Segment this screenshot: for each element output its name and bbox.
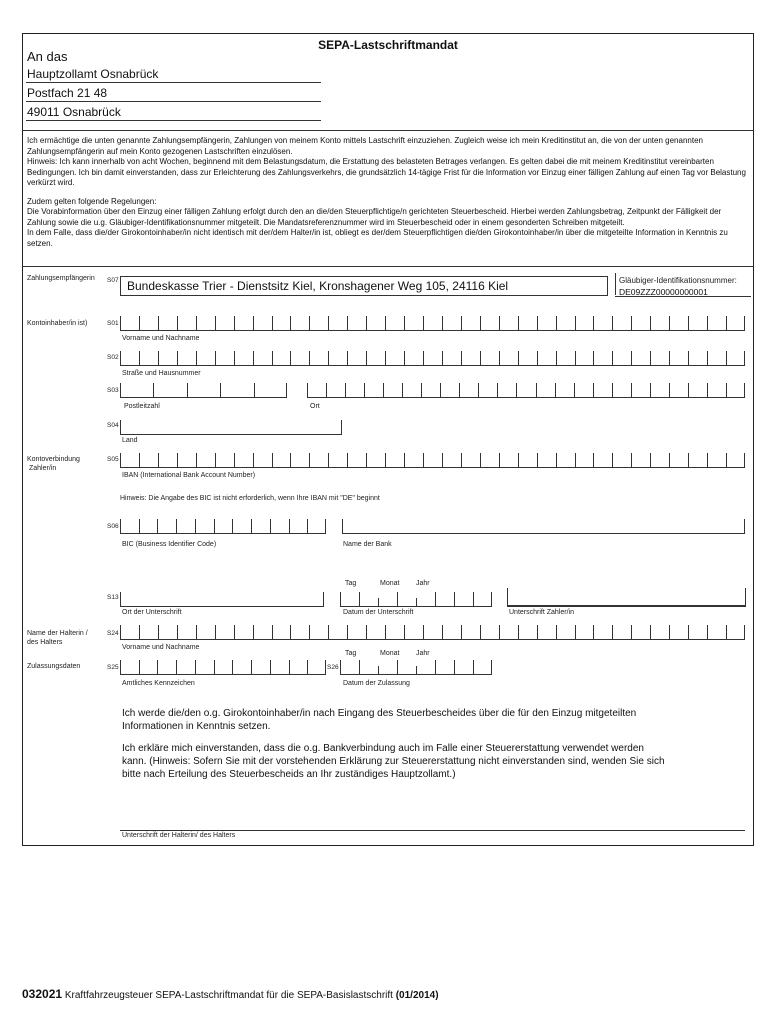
box-divider <box>158 625 159 639</box>
box-divider <box>153 383 154 397</box>
box-divider <box>575 453 576 467</box>
box-divider <box>612 351 613 365</box>
box-divider <box>290 351 291 365</box>
box-divider <box>342 519 343 533</box>
address-line-3: 49011 Osnabrück <box>27 105 121 119</box>
box-divider <box>473 592 474 606</box>
box-divider <box>435 660 436 674</box>
box-divider <box>537 453 538 467</box>
box-divider <box>478 383 479 397</box>
form-title: SEPA-Lastschriftmandat <box>318 38 458 52</box>
box-divider <box>442 351 443 365</box>
box-divider <box>491 660 492 674</box>
box-divider <box>215 351 216 365</box>
sign-date-input[interactable] <box>340 590 492 607</box>
box-divider <box>347 625 348 639</box>
box-divider <box>707 316 708 330</box>
box-divider <box>328 316 329 330</box>
box-divider <box>158 316 159 330</box>
box-divider <box>631 625 632 639</box>
street-caption: Straße und Hausnummer <box>122 370 201 377</box>
box-divider <box>688 383 689 397</box>
box-divider <box>744 453 745 467</box>
payer-label: Zahler/in <box>29 465 57 472</box>
holder-label-2: des Halters <box>27 639 63 646</box>
footer-version: (01/2014) <box>395 990 439 1001</box>
box-divider <box>157 660 158 674</box>
box-divider <box>612 383 613 397</box>
box-divider <box>461 625 462 639</box>
registration-date-caption: Datum der Zulassung <box>343 680 410 687</box>
box-divider <box>499 625 500 639</box>
street-input[interactable] <box>120 352 745 366</box>
code-s05: S05 <box>107 456 119 463</box>
box-divider <box>234 453 235 467</box>
box-divider <box>214 519 215 533</box>
box-divider <box>480 453 481 467</box>
box-divider <box>744 351 745 365</box>
box-divider <box>378 666 379 674</box>
box-divider <box>518 351 519 365</box>
box-divider <box>177 453 178 467</box>
box-divider <box>423 316 424 330</box>
box-divider <box>726 383 727 397</box>
box-divider <box>744 519 745 533</box>
box-divider <box>518 316 519 330</box>
box-divider <box>195 519 196 533</box>
box-divider <box>215 453 216 467</box>
holder-label: Name der Halterin / <box>27 630 88 637</box>
box-divider <box>177 625 178 639</box>
code-s26: S26 <box>327 664 339 671</box>
holder-signature-caption: Unterschrift der Halterin/ des Halters <box>122 832 236 839</box>
box-divider <box>290 316 291 330</box>
box-divider <box>404 316 405 330</box>
box-divider <box>593 625 594 639</box>
box-divider <box>139 316 140 330</box>
sign-date-caption: Datum der Unterschrift <box>343 609 414 616</box>
creditor-id-label: Gläubiger-Identifikationsnummer: <box>619 276 737 285</box>
box-divider <box>423 453 424 467</box>
box-divider <box>366 351 367 365</box>
zip-input[interactable] <box>120 384 287 398</box>
box-divider <box>744 383 745 397</box>
box-divider <box>139 625 140 639</box>
box-divider <box>309 316 310 330</box>
code-s06: S06 <box>107 523 119 530</box>
box-divider <box>650 383 651 397</box>
box-divider <box>286 383 287 397</box>
box-divider <box>232 519 233 533</box>
box-divider <box>196 453 197 467</box>
box-divider <box>366 453 367 467</box>
sign-month-label: Monat <box>380 580 400 587</box>
box-divider <box>669 351 670 365</box>
box-divider <box>744 316 745 330</box>
box-divider <box>177 316 178 330</box>
box-divider <box>176 519 177 533</box>
box-divider <box>139 351 140 365</box>
payer-signature-field[interactable] <box>507 588 746 607</box>
box-divider <box>669 316 670 330</box>
bank-name-input[interactable] <box>342 520 745 534</box>
bic-caption: BIC (Business Identifier Code) <box>122 541 217 548</box>
box-divider <box>612 316 613 330</box>
box-divider <box>253 316 254 330</box>
box-divider <box>254 383 255 397</box>
box-divider <box>707 453 708 467</box>
box-divider <box>251 519 252 533</box>
box-divider <box>461 453 462 467</box>
box-divider <box>253 453 254 467</box>
box-divider <box>340 592 341 606</box>
box-divider <box>404 351 405 365</box>
box-divider <box>309 625 310 639</box>
bank-label: Kontoverbindung <box>27 456 80 463</box>
box-divider <box>537 316 538 330</box>
box-divider <box>574 383 575 397</box>
box-divider <box>688 453 689 467</box>
box-divider <box>272 625 273 639</box>
box-divider <box>307 660 308 674</box>
intro-hint: Hinweis: Ich kann innerhalb von acht Wochen, beginnend mit dem Belastungsdatum, die Erstattung des belasteten Betrages verlangen. Es gelten dabei die mit meinem Kreditinstitut vereinbarten Bedingungen. Ich bin damit einverstanden, dass zur Erleichterung des Zahlungsverkehrs, die grundsätzlich 14-tägige Frist für die Information vor Einzug einer fälligen Zahlung auf einen Tag vor Belastung verkürzt wird. <box>27 157 746 187</box>
footer <box>22 987 439 1001</box>
box-divider <box>726 316 727 330</box>
box-divider <box>176 660 177 674</box>
box-divider <box>307 519 308 533</box>
intro-holder-note: In dem Falle, dass die/der Girokontoinhaber/in nicht identisch mit der/dem Halter/in ist, obliegt es der/dem Steuerpflichtigen die/den Girokontoinhaber/in über die mitgeteilte Information in Kenntnis zu setzen. <box>27 228 728 248</box>
box-divider <box>537 625 538 639</box>
box-divider <box>593 316 594 330</box>
box-divider <box>575 625 576 639</box>
account-holder-label: Kontoinhaber/in ist) <box>27 320 88 327</box>
box-divider <box>234 316 235 330</box>
box-divider <box>251 660 252 674</box>
box-divider <box>404 625 405 639</box>
box-divider <box>158 453 159 467</box>
box-divider <box>537 351 538 365</box>
box-divider <box>612 625 613 639</box>
box-divider <box>366 316 367 330</box>
box-divider <box>234 625 235 639</box>
box-divider <box>480 316 481 330</box>
box-divider <box>404 453 405 467</box>
box-divider <box>326 383 327 397</box>
holder-signature-line[interactable] <box>120 830 745 831</box>
registration-label: Zulassungsdaten <box>27 663 81 670</box>
box-divider <box>669 625 670 639</box>
address-line-1: Hauptzollamt Osnabrück <box>27 67 159 81</box>
box-divider <box>366 625 367 639</box>
city-caption: Ort <box>310 403 320 410</box>
sign-place-input[interactable] <box>120 590 324 607</box>
box-divider <box>499 316 500 330</box>
box-divider <box>631 351 632 365</box>
box-divider <box>435 592 436 606</box>
bic-input[interactable] <box>120 520 326 534</box>
zip-caption: Postleitzahl <box>124 403 160 410</box>
box-divider <box>139 453 140 467</box>
box-divider <box>480 351 481 365</box>
box-divider <box>555 383 556 397</box>
box-divider <box>669 383 670 397</box>
box-divider <box>341 420 342 434</box>
account-holder-name-caption: Vorname und Nachname <box>122 335 200 342</box>
box-divider <box>177 351 178 365</box>
reg-month-label: Monat <box>380 650 400 657</box>
box-divider <box>442 453 443 467</box>
box-divider <box>187 383 188 397</box>
box-divider <box>323 592 324 606</box>
address-line-2: Postfach 21 48 <box>27 86 108 100</box>
footer-text: Kraftfahrzeugsteuer SEPA-Lastschriftmandat für die SEPA-Basislastschrift <box>64 990 393 1001</box>
box-divider <box>309 453 310 467</box>
box-divider <box>347 351 348 365</box>
box-divider <box>442 625 443 639</box>
code-s04: S04 <box>107 422 119 429</box>
bank-name-caption: Name der Bank <box>343 541 392 548</box>
box-divider <box>290 625 291 639</box>
box-divider <box>631 316 632 330</box>
reg-year-label: Jahr <box>416 650 430 657</box>
box-divider <box>416 666 417 674</box>
box-divider <box>454 592 455 606</box>
declaration-refund: Ich erkläre mich einverstanden, dass die o.g. Bankverbindung auch im Falle einer Steuererstattung verwendet werden kann. (Hinweis: Sofern Sie mit der vorstehenden Erklärung zur Steuererstattung nicht einverstanden sind, wenden Sie sich bitte nach Erteilung des Steuerbescheids an Ihr zuständiges Hauptzollamt.) <box>122 743 665 780</box>
box-divider <box>650 316 651 330</box>
code-s24: S24 <box>107 630 119 637</box>
intro-rules-heading: Zudem gelten folgende Regelungen: <box>27 196 157 206</box>
reg-day-label: Tag <box>345 650 357 657</box>
box-divider <box>120 420 121 434</box>
box-divider <box>650 625 651 639</box>
account-holder-name-input[interactable] <box>120 317 745 331</box>
code-s03: S03 <box>107 387 119 394</box>
declaration-inform: Ich werde die/den o.g. Girokontoinhaber/in nach Eingang des Steuerbescheides über die für den Einzug mitgeteilten Informationen in Kenntnis setzen. <box>122 708 637 732</box>
box-divider <box>497 383 498 397</box>
box-divider <box>669 453 670 467</box>
box-divider <box>120 660 121 674</box>
license-plate-input[interactable] <box>120 661 326 675</box>
box-divider <box>631 453 632 467</box>
box-divider <box>536 383 537 397</box>
box-divider <box>556 453 557 467</box>
iban-input[interactable] <box>120 454 745 468</box>
box-divider <box>397 592 398 606</box>
payee-code: S07 <box>107 277 119 284</box>
box-divider <box>423 625 424 639</box>
box-divider <box>270 660 271 674</box>
box-divider <box>359 660 360 674</box>
code-s02: S02 <box>107 354 119 361</box>
form-number: 032021 <box>22 987 63 1001</box>
box-divider <box>556 316 557 330</box>
box-divider <box>270 519 271 533</box>
box-divider <box>688 625 689 639</box>
box-divider <box>499 351 500 365</box>
box-divider <box>364 383 365 397</box>
country-caption: Land <box>122 437 138 444</box>
box-divider <box>328 625 329 639</box>
creditor-id: DE09ZZZ00000000001 <box>619 287 708 297</box>
box-divider <box>397 660 398 674</box>
box-divider <box>289 519 290 533</box>
box-divider <box>196 316 197 330</box>
box-divider <box>328 453 329 467</box>
box-divider <box>612 453 613 467</box>
box-divider <box>359 592 360 606</box>
box-divider <box>120 351 121 365</box>
box-divider <box>442 316 443 330</box>
holder-name-input[interactable] <box>120 626 745 640</box>
box-divider <box>575 351 576 365</box>
box-divider <box>253 351 254 365</box>
box-divider <box>518 453 519 467</box>
box-divider <box>744 625 745 639</box>
box-divider <box>328 351 329 365</box>
city-input[interactable] <box>307 384 745 398</box>
box-divider <box>650 351 651 365</box>
box-divider <box>423 351 424 365</box>
registration-date-input[interactable] <box>340 661 492 675</box>
box-divider <box>347 316 348 330</box>
box-divider <box>385 625 386 639</box>
box-divider <box>272 351 273 365</box>
code-s13: S13 <box>107 594 119 601</box>
intro-authorization: Ich ermächtige die unten genannte Zahlungsempfängerin, Zahlungen von meinem Konto mittels Lastschrift einzuziehen. Zugleich weise ich mein Kreditinstitut an, die von der unten genannten Zahlungsempfängerin auf mein Konto gezogenen Lastschriften einzulösen. <box>27 136 703 156</box>
box-divider <box>272 316 273 330</box>
box-divider <box>232 660 233 674</box>
box-divider <box>707 625 708 639</box>
bic-hint: Hinweis: Die Angabe des BIC ist nicht erforderlich, wenn Ihre IBAN mit "DE" beginnt <box>120 495 380 502</box>
box-divider <box>120 625 121 639</box>
sign-day-label: Tag <box>345 580 357 587</box>
box-divider <box>345 383 346 397</box>
box-divider <box>516 383 517 397</box>
box-divider <box>383 383 384 397</box>
payee-field: Bundeskasse Trier - Dienstsitz Kiel, Kronshagener Weg 105, 24116 Kiel <box>120 276 608 296</box>
box-divider <box>473 660 474 674</box>
box-divider <box>120 453 121 467</box>
license-plate-caption: Amtliches Kennzeichen <box>122 680 195 687</box>
box-divider <box>253 625 254 639</box>
box-divider <box>214 660 215 674</box>
box-divider <box>726 453 727 467</box>
box-divider <box>421 383 422 397</box>
box-divider <box>325 660 326 674</box>
intro-preinfo: Die Vorabinformation über den Einzug einer fälligen Zahlung erfolgt durch den an die/den Steuerpflichtige/n gerichteten Steuerbescheid. Hierbei werden Zahlungsbetrag, Zeitpunkt der Fälligkeit der Zahlung sowie die u.g. Gläubiger-Identifikationsnummer mitgeteilt. Die Mandatsreferenznummer wird im Steuerbescheid oder in einem gesonderten Schreiben mitgeteilt. <box>27 207 722 227</box>
box-divider <box>491 592 492 606</box>
box-divider <box>120 592 121 606</box>
box-divider <box>120 519 121 533</box>
box-divider <box>120 383 121 397</box>
box-divider <box>139 660 140 674</box>
payer-signature-caption: Unterschrift Zahler/in <box>509 609 574 616</box>
box-divider <box>593 383 594 397</box>
box-divider <box>340 660 341 674</box>
box-divider <box>234 351 235 365</box>
box-divider <box>461 351 462 365</box>
box-divider <box>196 351 197 365</box>
box-divider <box>650 453 651 467</box>
box-divider <box>556 351 557 365</box>
box-divider <box>688 316 689 330</box>
box-divider <box>459 383 460 397</box>
box-divider <box>593 351 594 365</box>
declarations <box>122 707 670 790</box>
address-to: An das <box>27 49 68 64</box>
box-divider <box>480 625 481 639</box>
box-divider <box>556 625 557 639</box>
code-s25: S25 <box>107 664 119 671</box>
box-divider <box>688 351 689 365</box>
box-divider <box>139 519 140 533</box>
intro-text <box>27 136 751 249</box>
box-divider <box>440 383 441 397</box>
box-divider <box>196 625 197 639</box>
box-divider <box>215 625 216 639</box>
box-divider <box>631 383 632 397</box>
box-divider <box>518 625 519 639</box>
box-divider <box>307 383 308 397</box>
box-divider <box>289 660 290 674</box>
box-divider <box>707 383 708 397</box>
box-divider <box>347 453 348 467</box>
box-divider <box>402 383 403 397</box>
box-divider <box>726 625 727 639</box>
code-s01: S01 <box>107 320 119 327</box>
holder-name-caption: Vorname und Nachname <box>122 644 200 651</box>
box-divider <box>290 453 291 467</box>
sign-place-caption: Ort der Unterschrift <box>122 609 182 616</box>
box-divider <box>158 351 159 365</box>
box-divider <box>726 351 727 365</box>
box-divider <box>575 316 576 330</box>
box-divider <box>454 660 455 674</box>
iban-caption: IBAN (International Bank Account Number) <box>122 472 256 479</box>
box-divider <box>272 453 273 467</box>
box-divider <box>416 598 417 606</box>
payee-label: Zahlungsempfängerin <box>27 275 95 282</box>
country-input[interactable] <box>120 418 342 435</box>
box-divider <box>461 316 462 330</box>
box-divider <box>220 383 221 397</box>
box-divider <box>215 316 216 330</box>
box-divider <box>385 453 386 467</box>
box-divider <box>325 519 326 533</box>
box-divider <box>378 598 379 606</box>
box-divider <box>385 351 386 365</box>
box-divider <box>499 453 500 467</box>
box-divider <box>707 351 708 365</box>
box-divider <box>593 453 594 467</box>
box-divider <box>195 660 196 674</box>
box-divider <box>157 519 158 533</box>
box-divider <box>120 316 121 330</box>
box-divider <box>309 351 310 365</box>
box-divider <box>385 316 386 330</box>
sign-year-label: Jahr <box>416 580 430 587</box>
